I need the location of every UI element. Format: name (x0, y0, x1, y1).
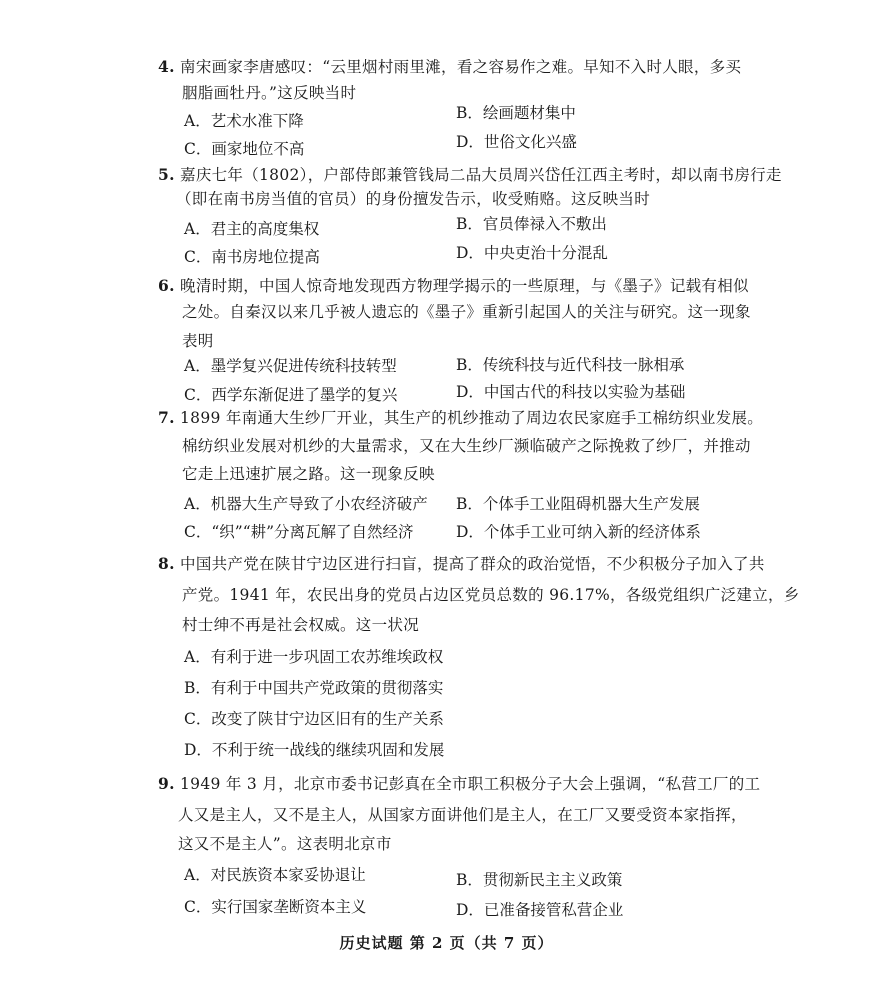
question-7-line-1 (158, 408, 763, 428)
question-7-line-3: 它走上迅速扩展之路。这一现象反映 (182, 465, 435, 483)
question-4-option-c: C．画家地位不高 (184, 140, 305, 158)
page-footer: 历史试题 第 2 页（共 7 页） (339, 934, 554, 952)
question-7-option-c: C．“织”“耕”分离瓦解了自然经济 (184, 523, 414, 541)
question-7-number: 7. (158, 408, 175, 427)
question-8-line-3: 村士绅不再是社会权威。这一状况 (182, 616, 420, 634)
question-9-option-a: A．对民族资本家妥协退让 (184, 866, 366, 884)
question-4-option-a: A．艺术水准下降 (184, 112, 304, 130)
question-6-option-a: A．墨学复兴促进传统科技转型 (184, 357, 397, 375)
question-5-option-b: B．官员俸禄入不敷出 (456, 215, 607, 233)
question-4-number: 4. (158, 57, 175, 76)
question-9-option-c: C．实行国家垄断资本主义 (184, 898, 367, 916)
question-9-line-2: 人又是主人，又不是主人，从国家方面讲他们是主人，在工厂又要受资本家指挥， (178, 806, 747, 824)
question-5-line-2: （即在南书房当值的官员）的身份擅发告示，收受贿赂。这反映当时 (176, 190, 651, 208)
question-9-line-1 (158, 774, 760, 794)
question-6-line-1 (158, 276, 749, 296)
question-5-text-1: 嘉庆七年（1802），户部侍郎兼管钱局二品大员周兴岱任江西主考时，却以南书房行走 (180, 166, 782, 184)
question-4-option-d: D．世俗文化兴盛 (456, 133, 577, 151)
question-6-number: 6. (158, 276, 175, 295)
question-4-line-2: 胭脂画牡丹。”这反映当时 (182, 84, 357, 102)
question-8-number: 8. (158, 554, 175, 573)
question-7-text-1: 1899 年南通大生纱厂开业，其生产的机纱推动了周边农民家庭手工棉纺织业发展。 (180, 409, 764, 427)
question-6-line-2: 之处。自秦汉以来几乎被人遗忘的《墨子》重新引起国人的关注与研究。这一现象 (182, 303, 751, 321)
question-9-option-b: B．贯彻新民主主义政策 (456, 871, 623, 889)
question-9-number: 9. (158, 774, 175, 793)
question-6-option-b: B．传统科技与近代科技一脉相承 (456, 356, 685, 374)
question-8-option-a: A．有利于进一步巩固工农苏维埃政权 (184, 648, 444, 666)
question-9-line-3: 这又不是主人”。这表明北京市 (178, 835, 392, 853)
question-6-line-3: 表明 (182, 332, 214, 350)
question-8-line-2: 产党。1941 年，农民出身的党员占边区党员总数的 96.17%，各级党组织广泛建立，乡 (182, 586, 800, 604)
question-8-option-b: B．有利于中国共产党政策的贯彻落实 (184, 679, 444, 697)
question-5-option-a: A．君主的高度集权 (184, 220, 320, 238)
question-9-text-1: 1949 年 3 月，北京市委书记彭真在全市职工积极分子大会上强调，“私营工厂的工 (180, 775, 761, 793)
question-5-option-d: D．中央吏治十分混乱 (456, 244, 608, 262)
question-5-number: 5. (158, 165, 175, 184)
question-8-option-c: C．改变了陕甘宁边区旧有的生产关系 (184, 710, 444, 728)
question-6-option-c: C．西学东渐促进了墨学的复兴 (184, 386, 398, 404)
question-4-option-b: B．绘画题材集中 (456, 104, 576, 122)
question-5-line-1 (158, 165, 782, 185)
question-8-line-1 (158, 554, 765, 574)
question-6-option-d: D．中国古代的科技以实验为基础 (456, 383, 686, 401)
question-7-option-b: B．个体手工业阻碍机器大生产发展 (456, 495, 700, 513)
question-8-text-1: 中国共产党在陕甘宁边区进行扫盲，提高了群众的政治觉悟，不少积极分子加入了共 (180, 555, 765, 573)
question-4-line-1 (158, 57, 741, 77)
question-7-line-2: 棉纺织业发展对机纱的大量需求，又在大生纱厂濒临破产之际挽救了纱厂，并推动 (182, 437, 751, 455)
question-8-option-d: D．不利于统一战线的继续巩固和发展 (184, 741, 445, 759)
question-6-text-1: 晚清时期，中国人惊奇地发现西方物理学揭示的一些原理，与《墨子》记载有相似 (180, 277, 749, 295)
question-9-option-d: D．已准备接管私营企业 (456, 901, 624, 919)
question-4-text-1: 南宋画家李唐感叹：“云里烟村雨里滩，看之容易作之难。早知不入时人眼，多买 (180, 58, 742, 76)
question-7-option-a: A．机器大生产导致了小农经济破产 (184, 495, 428, 513)
question-5-option-c: C．南书房地位提高 (184, 248, 320, 266)
question-7-option-d: D．个体手工业可纳入新的经济体系 (456, 523, 701, 541)
